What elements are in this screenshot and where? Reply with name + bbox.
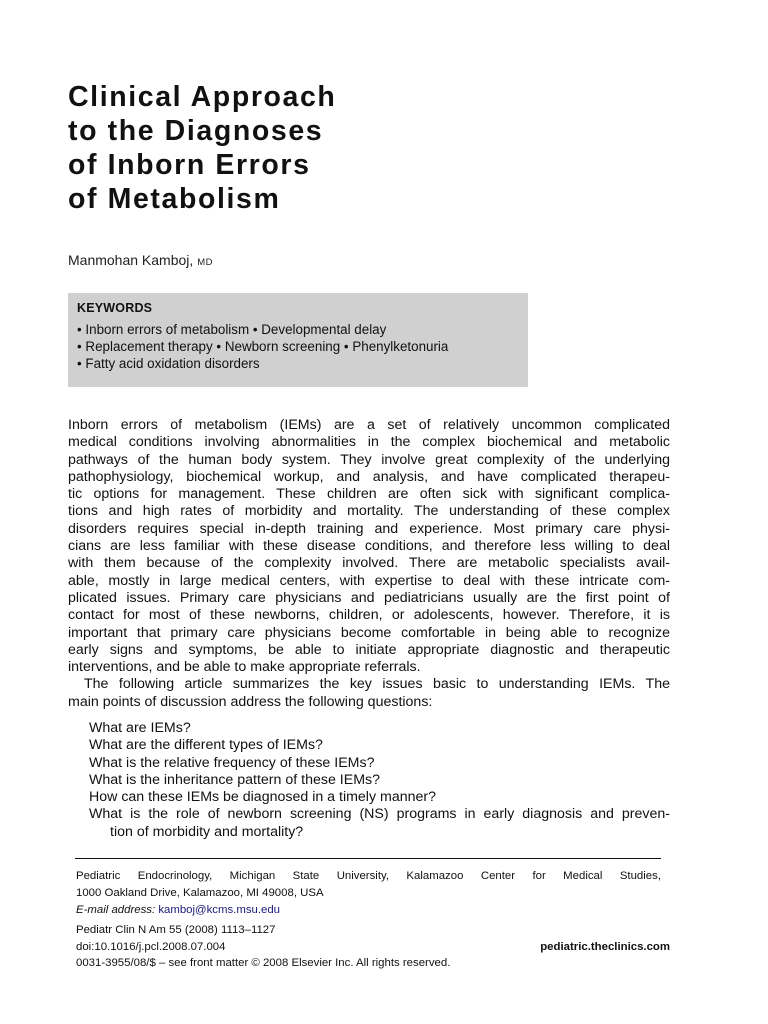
affiliation-block [76, 868, 661, 919]
body-line: contact for most of these newborns, children, or adolescents, however. Therefore, it is [68, 607, 670, 624]
keywords-box [68, 293, 528, 387]
keywords-heading: KEYWORDS [77, 301, 153, 315]
question-item: What is the inheritance pattern of these IEMs? [89, 771, 380, 788]
citation-line [76, 955, 670, 972]
body-line: medical conditions involving abnormalities in the complex biochemical and metabolic [68, 434, 670, 451]
body-line: plicated issues. Primary care physicians and pediatricians usually are the first point of [68, 589, 670, 606]
body-line: tic options for management. These children are often sick with significant complica- [68, 486, 670, 503]
title-line: of Metabolism [68, 183, 281, 215]
journal-website-link[interactable]: pediatric.theclinics.com [540, 940, 670, 953]
body-line: tions and high rates of morbidity and mortality. The understanding of these complex [68, 503, 670, 520]
email-label: E-mail address: [76, 904, 156, 916]
title-line: of Inborn Errors [68, 149, 311, 181]
body-line: The following article summarizes the key issues basic to understanding IEMs. The [84, 676, 670, 693]
question-item: What is the role of newborn screening (NS) programs in early diagnosis and preven- [89, 806, 670, 823]
question-item: How can these IEMs be diagnosed in a timely manner? [89, 789, 436, 806]
affiliation-line: Pediatric Endocrinology, Michigan State University, Kalamazoo Center for Medical Studies, [76, 870, 661, 882]
footnote-divider [75, 858, 661, 859]
email-line [76, 902, 661, 919]
citation-block [76, 922, 670, 972]
question-item: What are IEMs? [89, 720, 191, 736]
body-text [68, 417, 670, 711]
author-name: Manmohan Kamboj, [68, 252, 194, 268]
title-line: Clinical Approach [68, 81, 337, 113]
question-item: What is the relative frequency of these IEMs? [89, 754, 375, 771]
body-line: disorders requires special in-depth training and experience. Most primary care physi- [68, 520, 670, 537]
keywords-line: • Inborn errors of metabolism • Developmental delay [77, 322, 387, 337]
journal-reference: Pediatr Clin N Am 55 (2008) 1113–1127 [76, 924, 276, 936]
citation-line [76, 922, 670, 939]
author-degree: MD [197, 257, 213, 268]
body-line: interventions, and be able to make appropriate referrals. [68, 659, 421, 676]
keywords-line: • Replacement therapy • Newborn screening • Phenylketonuria [77, 339, 449, 354]
body-line: able, mostly in large medical centers, with expertise to deal with these intricate com- [68, 572, 670, 589]
body-line: important that primary care physicians become comfortable in being able to recognize [68, 624, 670, 641]
question-item: tion of morbidity and mortality? [110, 823, 304, 840]
email-link[interactable]: kamboj@kcms.msu.edu [158, 904, 281, 916]
body-line: pathophysiology, biochemical workup, and analysis, and have complicated therapeu- [68, 468, 670, 485]
citation-line [76, 939, 670, 956]
body-line: cians are less familiar with these disease conditions, and therefore less willing to deal [68, 538, 670, 555]
body-line: with them because of the complexity involved. There are metabolic specialists avail- [68, 555, 670, 572]
body-line: main points of discussion address the following questions: [68, 693, 433, 710]
copyright-notice: 0031-3955/08/$ – see front matter © 2008 Elsevier Inc. All rights reserved. [76, 957, 451, 969]
keywords-line: • Fatty acid oxidation disorders [77, 356, 260, 371]
title-line: to the Diagnoses [68, 115, 324, 147]
doi[interactable]: doi:10.1016/j.pcl.2008.07.004 [76, 940, 226, 953]
question-item: What are the different types of IEMs? [89, 737, 323, 754]
question-list [89, 720, 670, 841]
body-line: pathways of the human body system. They involve great complexity of the underlying [68, 451, 670, 468]
body-line: early signs and symptoms, be able to initiate appropriate diagnostic and therapeutic [68, 641, 670, 658]
body-line: Inborn errors of metabolism (IEMs) are a set of relatively uncommon complicated [68, 417, 670, 433]
affiliation-line: 1000 Oakland Drive, Kalamazoo, MI 49008, USA [76, 887, 324, 899]
article-title [68, 80, 336, 216]
author-line [68, 250, 213, 273]
